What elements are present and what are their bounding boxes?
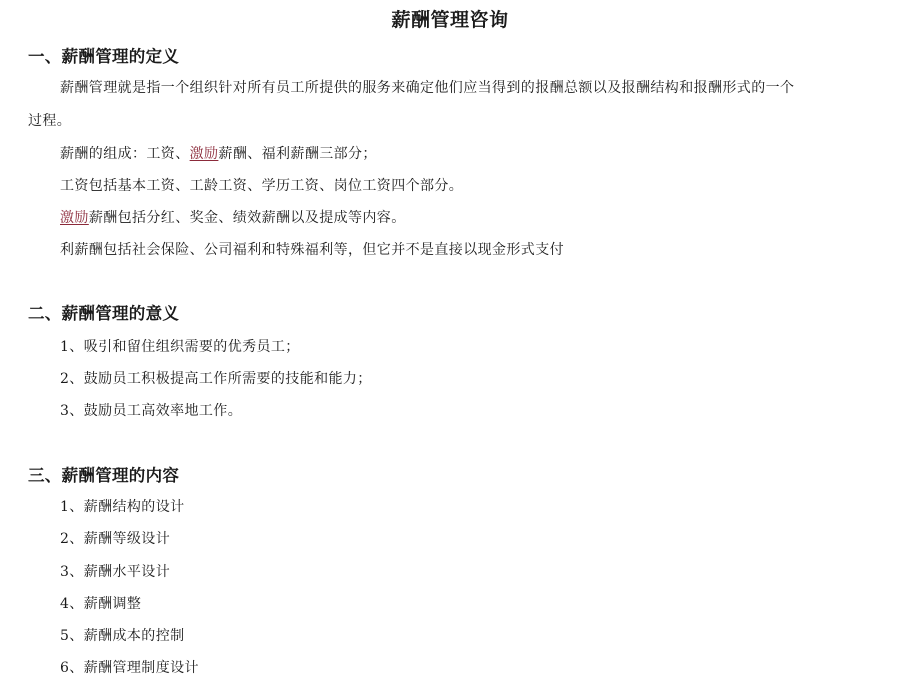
page-title: 薪酬管理咨询 <box>391 9 509 31</box>
composition-prefix: 薪酬的组成：工资、 <box>60 146 190 162</box>
section1-heading: 一、薪酬管理的定义 <box>28 47 180 66</box>
list-item: 2、鼓励员工积极提高工作所需要的技能和能力； <box>60 371 372 387</box>
welfare-line: 利薪酬包括社会保险、公司福利和特殊福利等，但它并不是直接以现金形式支付 <box>60 242 564 258</box>
definition-line-1: 薪酬管理就是指一个组织针对所有员工所提供的服务来确定他们应当得到的报酬总额以及报酬结构和报酬形式的一个 <box>60 80 795 96</box>
list-item: 6、薪酬管理制度设计 <box>60 660 199 676</box>
incentive-link[interactable]: 激励 <box>60 210 89 226</box>
list-item: 1、薪酬结构的设计 <box>60 499 185 515</box>
composition-suffix: 薪酬、福利薪酬三部分； <box>218 146 377 162</box>
list-item: 1、吸引和留住组织需要的优秀员工； <box>60 339 300 355</box>
section3-heading: 三、薪酬管理的内容 <box>28 466 180 485</box>
list-item: 4、薪酬调整 <box>60 596 142 612</box>
incentive-suffix: 薪酬包括分红、奖金、绩效薪酬以及提成等内容。 <box>88 210 406 226</box>
definition-line-2: 过程。 <box>28 113 72 129</box>
incentive-line <box>60 207 406 227</box>
incentive-link[interactable]: 激励 <box>189 146 219 162</box>
wage-line: 工资包括基本工资、工龄工资、学历工资、岗位工资四个部分。 <box>60 178 464 194</box>
list-item: 2、薪酬等级设计 <box>60 531 171 547</box>
section2-heading: 二、薪酬管理的意义 <box>28 304 180 323</box>
list-item: 3、鼓励员工高效率地工作。 <box>60 403 243 419</box>
list-item: 3、薪酬水平设计 <box>60 564 171 580</box>
list-item: 5、薪酬成本的控制 <box>60 628 185 644</box>
composition-line <box>60 143 377 163</box>
